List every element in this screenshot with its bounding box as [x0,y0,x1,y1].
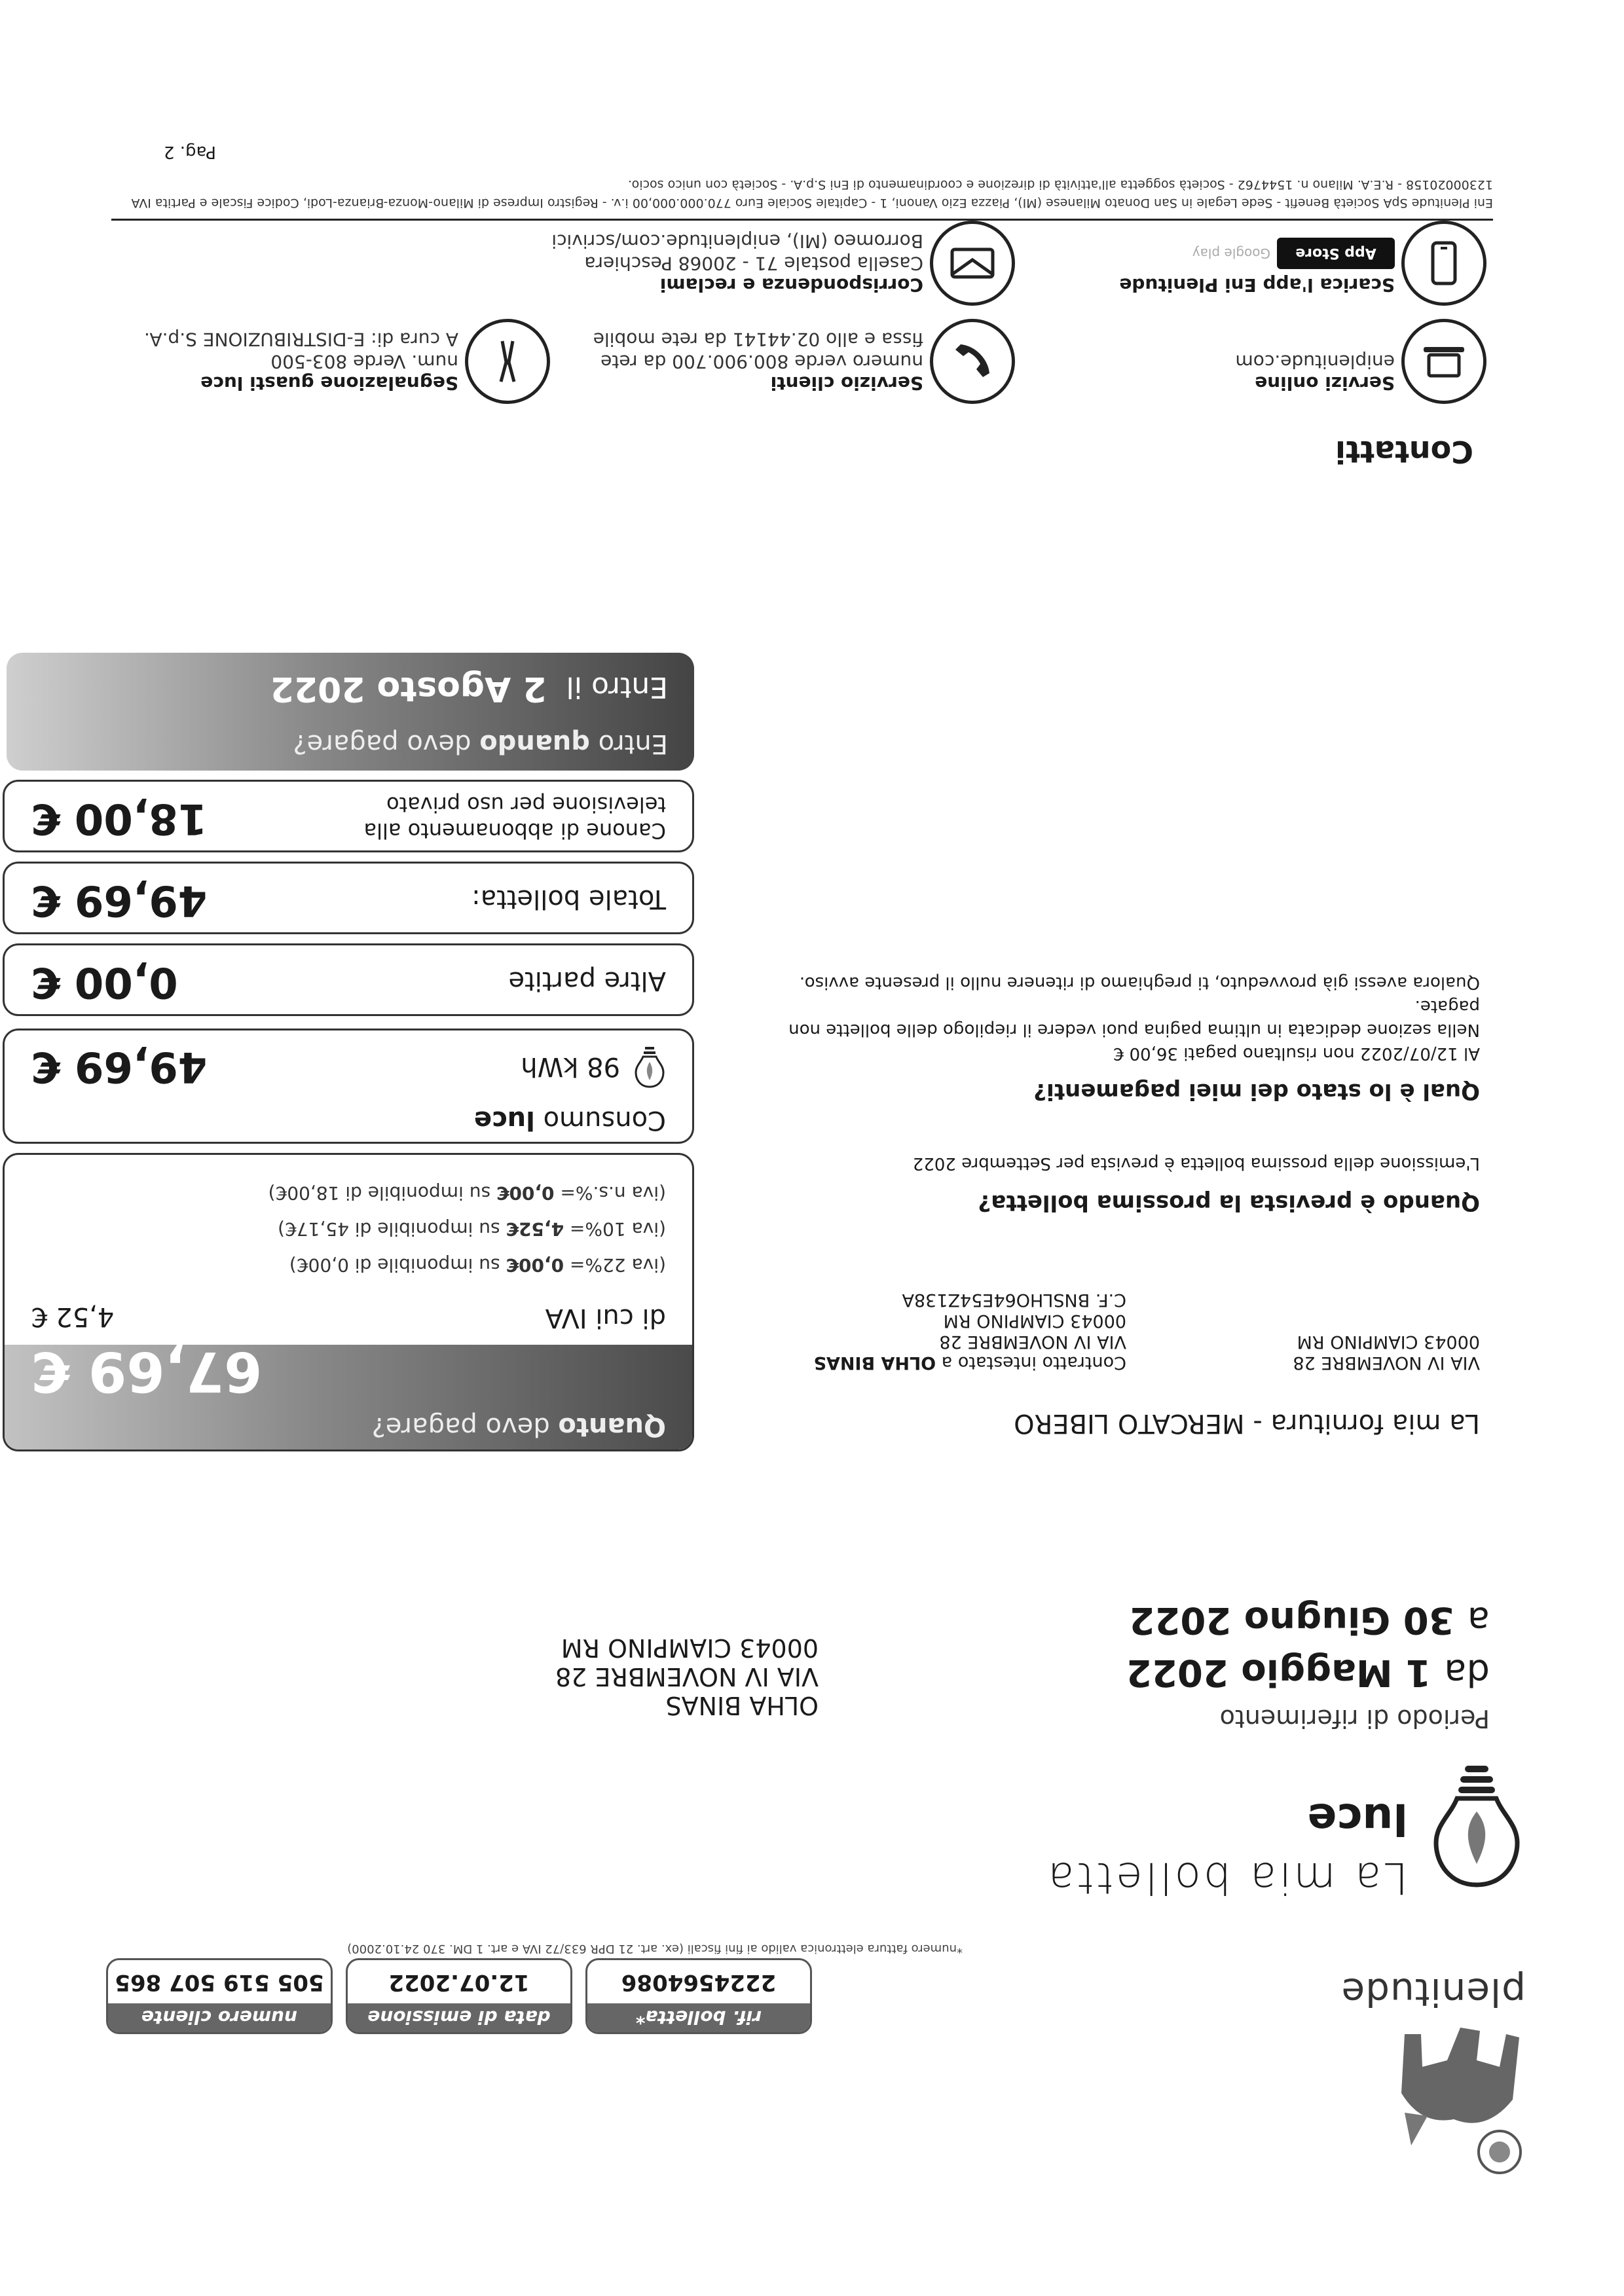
contract-holder-line [814,1352,1126,1373]
iva-line-amount: 0,00€ [496,1182,555,1204]
online-services-text [1236,350,1395,394]
period-to [1129,1599,1490,1641]
total-due-label [372,1412,666,1442]
pliers-icon [465,319,550,404]
faults-provider: A cura di: E-DISTRIBUZIONE S.p.A. [144,329,458,350]
page-number: Pag. 2 [163,142,216,162]
customer-number-box [106,1958,333,2034]
envelope-icon [930,221,1015,306]
iva-taxable: su imponibile di 0,00€) [289,1254,500,1276]
customer-name: OLHA BINAS [665,1691,819,1720]
legal-notice: Eni Plenitude SpA Società Benefit - Sede Legale in San Donato Milanese (MI), Piazza Ezio Vanoni, 1 - Capitale Sociale Euro 770.000.000,00 i.v. - Registro Imprese di Milano-Monza-Brianza-Lodi, Codice Fiscale e Partita IVA 12300020158 - R.E.A. Milano n. 1544762 - Società soggetta all'attività di direzione e coordinamento di Eni S.p.A. - Società con unico socio. [111,175,1493,221]
consumption-type: luce [473,1105,535,1135]
due-date-label-pre: Entro [598,729,668,759]
issue-date-label: data di emissione [348,2003,570,2032]
iva-amount: 4,52 € [31,1302,115,1332]
iva-taxable: su imponibile di 45,17€) [278,1218,500,1240]
invoice-footnote: *numero fattura elettronica valido ai fini fiscali (ex. art. 21 DPR 633/72 IVA e art. 1 DM. 370 24.10.2000) [347,1942,963,1956]
lightbulb-icon [1431,1759,1522,1890]
correspondence-text [551,230,923,296]
customer-city: 00043 CIAMPINO RM [561,1633,819,1662]
online-services-url[interactable]: eniplenitude.com [1235,351,1395,373]
app-download-title: Scarica l'app Eni Plenitude [1119,274,1395,296]
due-date-prefix: Entro il [566,670,668,704]
other-items-box [3,943,694,1016]
other-items-amount: 0,00 € [31,958,178,1006]
iva-rate: (iva 10%= [569,1218,666,1240]
supply-heading: La mia fornitura - MERCATO LIBERO [1014,1408,1480,1438]
period-to-prefix: a [1467,1599,1490,1641]
customer-number-value: 505 519 507 865 [115,1969,324,1996]
page-subtitle: luce [1307,1794,1408,1844]
correspondence-title: Corrispondenza e reclami [659,274,923,296]
issue-date-box [346,1958,572,2034]
customer-service-line1: numero verde 800.900.700 da rete [600,351,923,373]
consumption-label [474,1105,666,1135]
due-date-value: 2 Agosto 2022 [270,669,547,708]
customer-number-label: numero cliente [108,2003,331,2032]
ref-bolletta-value: 2224564086 [621,1969,777,1996]
iva-line-amount: 0,00€ [506,1254,564,1276]
due-date-line [270,669,668,708]
correspondence-line1: Casella postale 71 - 20068 Peschiera [584,253,923,274]
period-from-value: 1 Maggio 2022 [1126,1651,1431,1694]
other-items-label: Altre partite [508,966,666,996]
contract-fiscal-code: C.F. BNSLHO64E54Z138A [902,1290,1126,1310]
faults-number: num. Verde 803-500 [270,351,458,373]
bill-total-box [3,862,694,934]
due-date-label-post: devo pagare? [293,729,471,759]
bill-total-label: Totale bolletta: [471,884,666,914]
consumption-label-text: Consumo [543,1105,666,1135]
payment-status-line1: Al 12/07/2022 non risultano pagati 36,00 € [1113,1044,1480,1063]
consumption-amount: 49,69 € [31,1042,208,1091]
total-due-box [3,1153,694,1451]
contract-city: 00043 CIAMPINO RM [943,1311,1126,1331]
total-due-header [5,1339,692,1449]
total-due-amount: 67,69 € [31,1339,263,1404]
online-services-title: Servizi online [1255,373,1395,394]
payment-status-answer [779,971,1480,1065]
correspondence-contact [930,221,1015,306]
ref-bolletta-label: rif. bolletta* [587,2003,810,2032]
total-due-label-rest: devo pagare? [371,1412,550,1442]
iva-line [289,1254,666,1276]
period-from [1126,1651,1490,1694]
page-title: La mia bolletta [1044,1853,1408,1903]
tv-licence-label-line1: Canone di abbonamento alla [363,818,666,843]
online-services-contact [1401,319,1486,404]
faults-contact [465,319,550,404]
bill-references [106,1958,812,2034]
tv-licence-label-line2: televisione per uso privato [386,792,666,817]
period-label: Periodo di riferimento [1219,1704,1490,1733]
due-date-box [7,653,694,771]
tv-licence-label [364,792,666,844]
payment-status-line3: Qualora avessi già provveduto, ti preghiamo di ritenere nullo il presente avviso. [799,973,1480,993]
supply-city: 00043 CIAMPINO RM [1297,1332,1480,1352]
iva-rate: (iva 22%= [569,1254,666,1276]
app-download-contact [1401,221,1486,306]
issue-date-value: 12.07.2022 [388,1969,530,1996]
customer-service-line2: fissa e allo 02.44141 da rete mobile [593,329,923,350]
phone-icon [930,319,1015,404]
customer-address [555,1633,819,1720]
contract-holder-label: Contratto intestato a [941,1353,1126,1373]
customer-street: VIA IV NOVEMBRE 28 [555,1662,819,1691]
correspondence-line2: Borromeo (MI), eniplenitude.com/scrivici [551,230,923,252]
contract-holder [814,1289,1126,1373]
next-bill-answer: L'emissione della prossima bolletta è prevista per Settembre 2022 [912,1154,1480,1173]
customer-service-title: Servizio clienti [770,373,923,394]
contract-holder-name: OLHA BINAS [813,1353,936,1373]
contacts-heading: Contatti [1335,434,1473,469]
ref-bolletta-box [585,1958,812,2034]
app-download-text [1119,238,1395,296]
google-play-badge[interactable]: Google play [1192,246,1270,261]
faults-title: Segnalazione guasti luce [200,373,458,394]
payment-status-line2: Nella sezione dedicata in ultima pagina puoi vedere il riepilogo delle bollette non pagate. [788,996,1480,1040]
due-date-label [293,729,668,759]
customer-service-text [593,328,923,394]
app-store-badge[interactable]: App Store [1277,238,1395,269]
lightbulb-icon [633,1044,666,1089]
bill-total-amount: 49,69 € [31,876,208,924]
store-badges [1119,238,1395,269]
contract-street: VIA IV NOVEMBRE 28 [939,1332,1126,1352]
due-date-label-bold: quando [479,729,590,759]
period-to-value: 30 Giugno 2022 [1129,1599,1454,1641]
tv-licence-box [3,780,694,852]
iva-label: di cui IVA [545,1303,666,1333]
tv-licence-amount: 18,00 € [31,794,208,843]
next-bill-question: Quando è prevista la prossima bolletta? [978,1190,1480,1216]
iva-line [278,1218,666,1240]
iva-taxable: su imponibile di 18,00€) [268,1182,491,1204]
plenitude-logo [1388,2014,1526,2178]
period-from-prefix: da [1444,1651,1490,1694]
brand-name: plenitude [1340,1970,1526,2014]
payment-status-question: Qual è lo stato dei miei pagamenti? [1033,1078,1480,1104]
iva-line [268,1182,666,1204]
total-due-label-bold: Quanto [558,1412,666,1442]
customer-service-contact [930,319,1015,404]
supply-street: VIA IV NOVEMBRE 28 [1293,1353,1480,1373]
supply-address [1293,1331,1480,1373]
laptop-icon [1401,319,1486,404]
faults-text [144,328,458,394]
smartphone-icon [1401,221,1486,306]
consumption-kwh: 98 kWh [521,1051,620,1082]
consumption-box [3,1029,694,1144]
iva-rate: (iva n.s.%= [560,1182,666,1204]
iva-line-amount: 4,52€ [506,1218,564,1240]
